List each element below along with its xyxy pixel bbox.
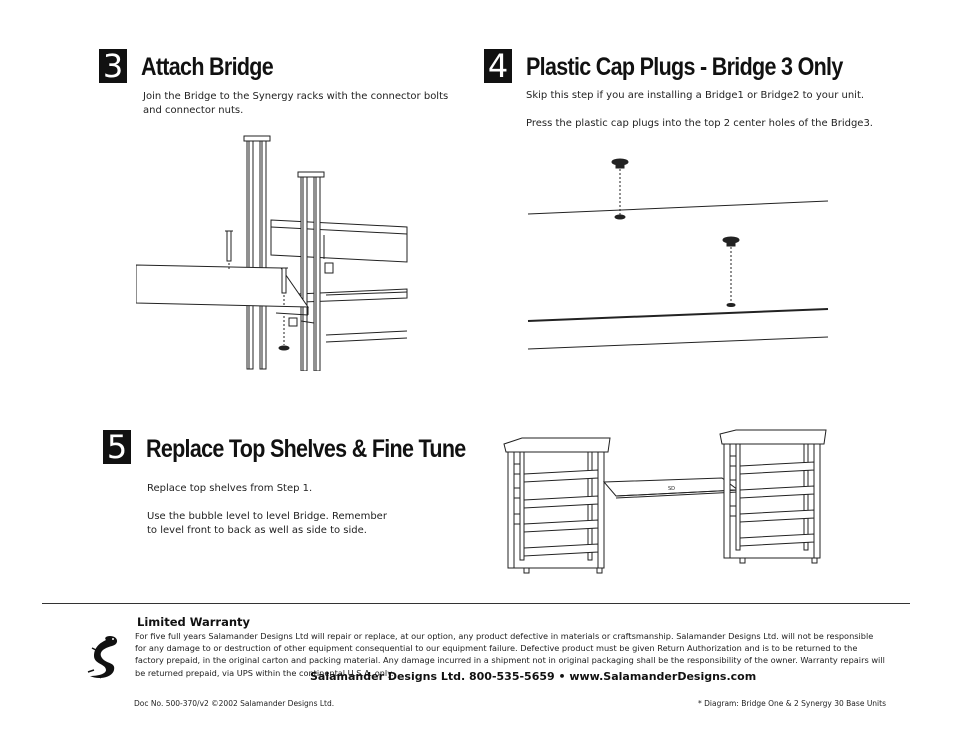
step-3-instructions [143, 90, 463, 118]
step-4-line [526, 103, 906, 117]
diagram-logo-label: SD [668, 486, 676, 492]
step-5-line: to level front to back as well as side to side. [147, 525, 367, 536]
warranty-text: For five full years Salamander Designs Ltd will repair or replace, at our option, any product defective in materials or craftsmanship. Salamander Designs Ltd. will not be responsible for any damage to or destruction of other equipment consequential to our equipment failure. Defective product must be given Return Authorization and is to be returned to the factory prepaid, in the original carton and packing material. Any damage incurred in a shipment not in original packaging shall be the responsibility of the owner. Warranty repairs will be returned prepaid, via UPS within the continental U.S.A. only. [135, 631, 885, 678]
cap-plugs-diagram [526, 155, 832, 351]
step-5-instructions [147, 482, 407, 538]
step-5-line: Use the bubble level to level Bridge. Remember [147, 511, 387, 522]
assembled-unit-diagram [500, 428, 830, 578]
step-5-title: Replace Top Shelves & Fine Tune [146, 435, 466, 463]
step-4-line: Skip this step if you are installing a Bridge1 or Bridge2 to your unit. [526, 90, 865, 101]
attach-bridge-diagram [136, 135, 411, 371]
warranty-title: Limited Warranty [137, 615, 251, 629]
step-5-line [147, 496, 407, 510]
step-4-line: Press the plastic cap plugs into the top 2 center holes of the Bridge3. [526, 118, 873, 129]
step-5-line: Replace top shelves from Step 1. [147, 483, 313, 494]
salamander-logo-icon [84, 632, 124, 682]
contact-line: Salamander Designs Ltd. 800-535-5659 • www.SalamanderDesigns.com [310, 670, 757, 683]
document-number: Doc No. 500-370/v2 ©2002 Salamander Designs Ltd. [134, 699, 335, 708]
step-4-instructions [526, 89, 906, 131]
step-3-line: Join the Bridge to the Synergy racks with the connector bolts [143, 91, 449, 102]
step-4-number: 4 [484, 49, 512, 83]
step-4-title: Plastic Cap Plugs - Bridge 3 Only [526, 53, 843, 81]
diagram-note: * Diagram: Bridge One & 2 Synergy 30 Base Units [698, 699, 886, 708]
step-5-number: 5 [103, 430, 131, 464]
step-3-number: 3 [99, 49, 127, 83]
step-3-title: Attach Bridge [141, 53, 274, 81]
step-3-line: and connector nuts. [143, 105, 244, 116]
footer-divider [42, 603, 910, 604]
